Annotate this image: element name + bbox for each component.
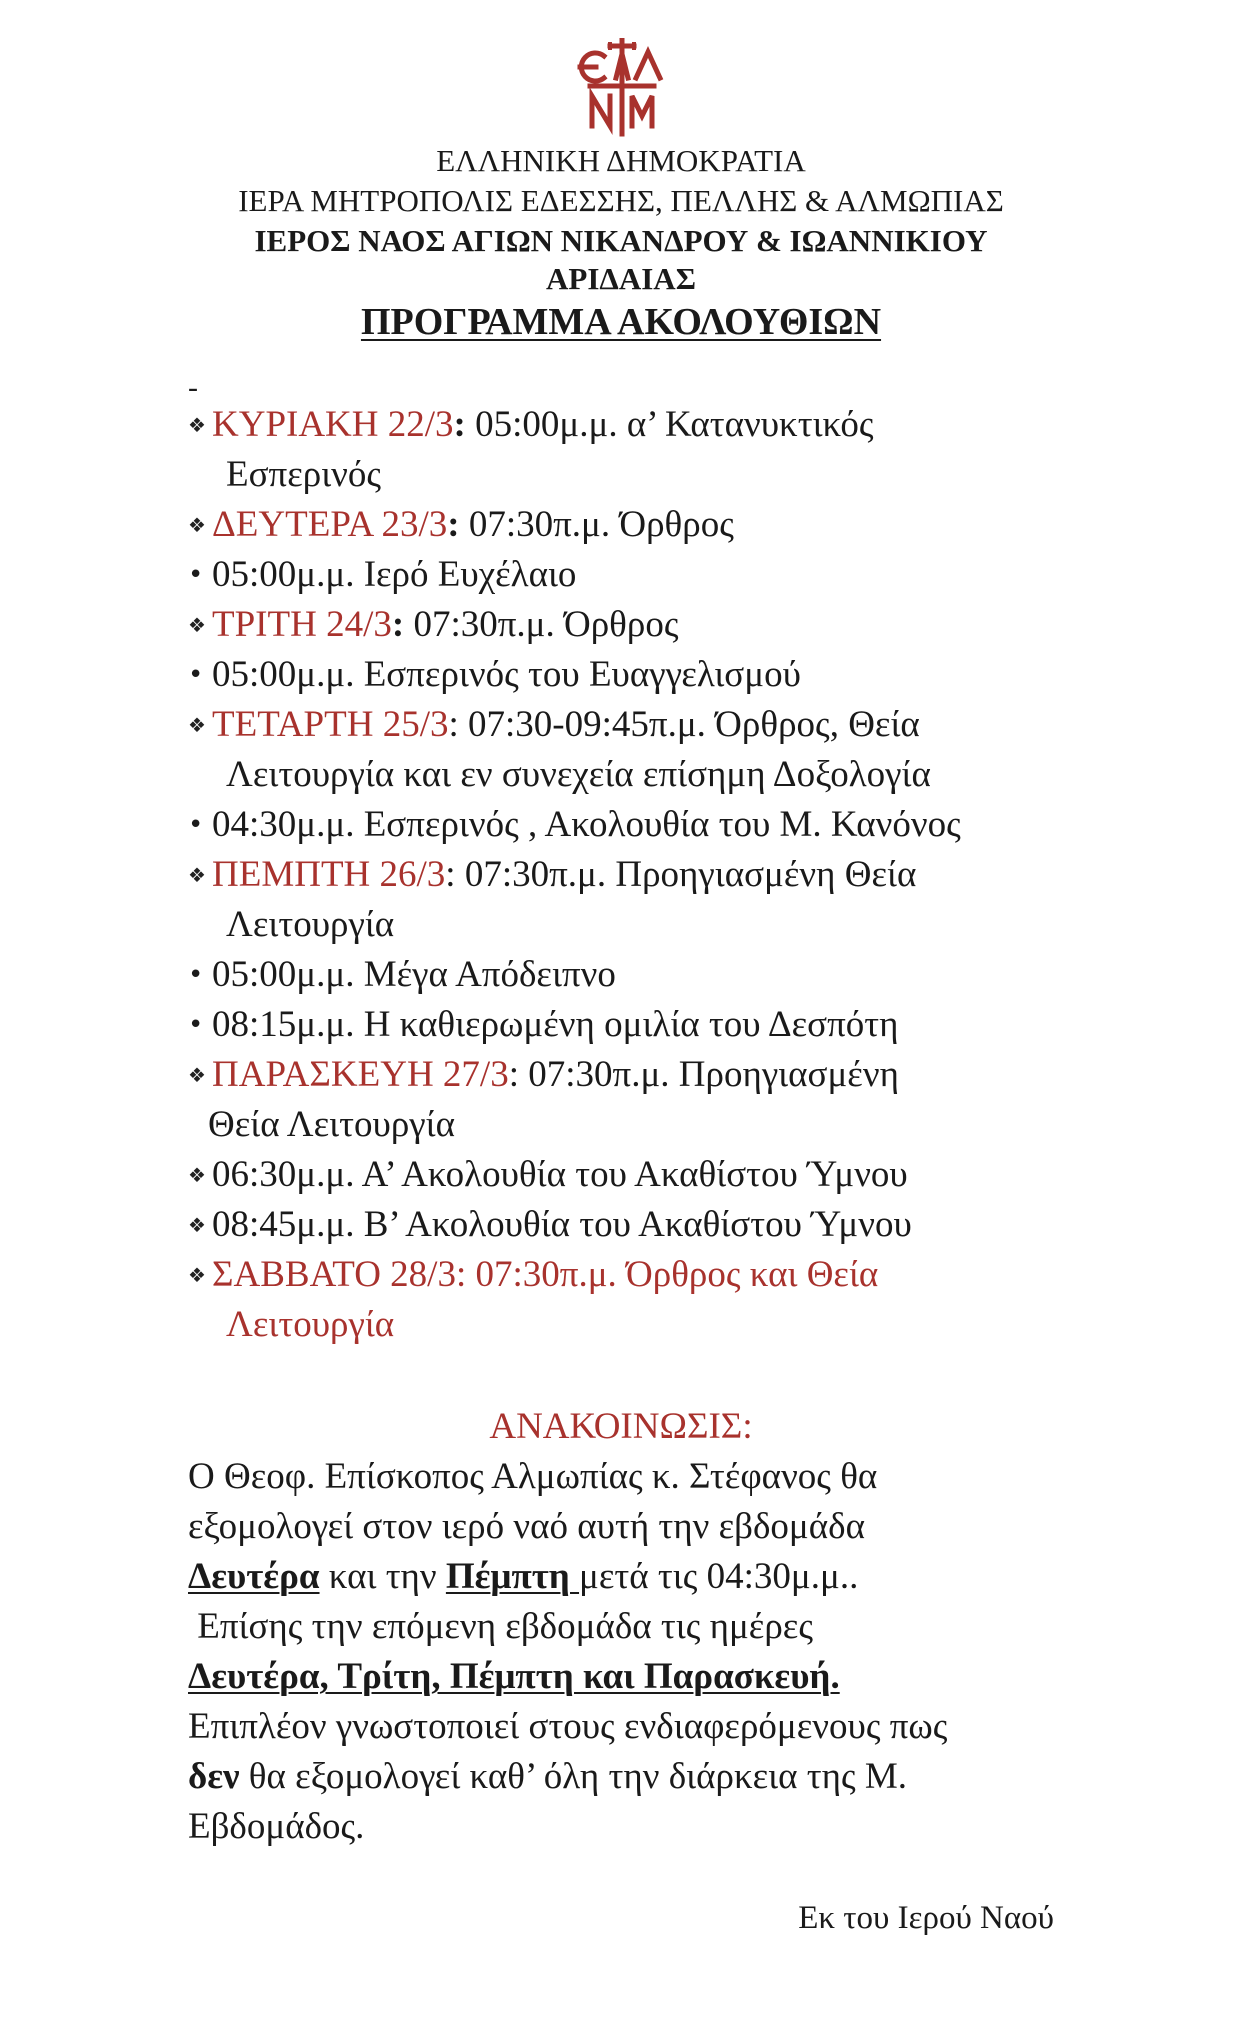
schedule-subitem: [188, 650, 1068, 700]
diamond-bullet-icon: ❖: [188, 513, 206, 537]
emphasis-word: δεν: [188, 1756, 240, 1797]
schedule-item-wednesday: [188, 700, 1068, 750]
announcement-line: [188, 1552, 1068, 1602]
service-text-continued: Θεία Λειτουργία: [208, 1104, 455, 1145]
schedule-subitem: [188, 1150, 1068, 1200]
day-label: ΤΡΙΤΗ 24/3: [212, 604, 392, 645]
service-text: 05:00μ.μ. Μέγα Απόδειπνο: [212, 954, 616, 995]
day-label: ΤΕΤΑΡΤΗ 25/3: [212, 704, 449, 745]
dot-bullet-icon: •: [188, 960, 204, 990]
emphasis-day: Πέμπτη: [445, 1556, 580, 1597]
service-text: 05:00μ.μ. α’ Κατανυκτικός: [465, 404, 874, 445]
day-label: ΚΥΡΙΑΚΗ 22/3: [212, 404, 454, 445]
diamond-bullet-icon: ❖: [188, 863, 206, 887]
service-text: : 07:30π.μ. Προηγιασμένη: [508, 1054, 899, 1095]
header-town: ΑΡΙΔΑΙΑΣ: [546, 261, 696, 296]
announcements-heading: ΑΝΑΚΟΙΝΩΣΙΣ:: [489, 1406, 753, 1447]
emphasis-days-line: Δευτέρα, Τρίτη, Πέμπτη και Παρασκευή.: [188, 1656, 840, 1697]
service-text: : 07:30-09:45π.μ. Όρθρος, Θεία: [448, 704, 920, 745]
signature: Εκ του Ιερού Ναού: [798, 1900, 1054, 1936]
day-label: ΠΕΜΠΤΗ 26/3: [212, 854, 446, 895]
diamond-bullet-icon: ❖: [188, 1163, 206, 1187]
church-monogram-logo: [570, 38, 674, 138]
dot-bullet-icon: •: [188, 1010, 204, 1040]
announcement-line: Επιπλέον γνωστοποιεί στους ενδιαφερόμενους πως: [188, 1706, 948, 1747]
schedule-item-tuesday: [188, 600, 1068, 650]
schedule-subitem: [188, 800, 1068, 850]
dot-bullet-icon: •: [188, 660, 204, 690]
diamond-bullet-icon: ❖: [188, 1263, 206, 1287]
day-label: ΠΑΡΑΣΚΕΥΗ 27/3: [212, 1054, 509, 1095]
dot-bullet-icon: •: [188, 810, 204, 840]
service-text-continued: Λειτουργία: [226, 904, 395, 945]
diamond-bullet-icon: ❖: [188, 1213, 206, 1237]
schedule-item-friday: [188, 1050, 1068, 1100]
day-colon: :: [453, 404, 466, 445]
diamond-bullet-icon: ❖: [188, 1063, 206, 1087]
day-label: ΔΕΥΤΕΡΑ 23/3: [212, 504, 448, 545]
service-text: ΣΑΒΒΑΤΟ 28/3: 07:30π.μ. Όρθρος και Θεία: [212, 1254, 879, 1295]
day-colon: :: [447, 504, 460, 545]
service-text: 06:30μ.μ. Α’ Ακολουθία του Ακαθίστου Ύμνου: [212, 1154, 908, 1195]
schedule-subitem: [188, 1000, 1068, 1050]
dot-bullet-icon: •: [188, 560, 204, 590]
announcement-line: εξομολογεί στον ιερό ναό αυτή την εβδομάδα: [188, 1506, 865, 1547]
schedule-subitem: [188, 1200, 1068, 1250]
schedule-item-sunday: [188, 400, 1068, 450]
announcement-line: Ο Θεοφ. Επίσκοπος Αλμωπίας κ. Στέφανος θα: [188, 1456, 878, 1497]
service-text: 05:00μ.μ. Εσπερινός του Ευαγγελισμού: [212, 654, 801, 695]
service-text-continued: Λειτουργία και εν συνεχεία επίσημη Δοξολογία: [226, 754, 931, 795]
service-text: 08:15μ.μ. Η καθιερωμένη ομιλία του Δεσπότη: [212, 1004, 899, 1045]
schedule-list: [188, 400, 1068, 1350]
diamond-bullet-icon: ❖: [188, 713, 206, 737]
schedule-subitem: [188, 550, 1068, 600]
schedule-item-saturday: [188, 1250, 1068, 1300]
service-text: 04:30μ.μ. Εσπερινός , Ακολουθία του Μ. Κανόνος: [212, 804, 961, 845]
schedule-item-monday: [188, 500, 1068, 550]
dash-mark: -: [188, 371, 198, 404]
header-country: ΕΛΛΗΝΙΚΗ ΔΗΜΟΚΡΑΤΙΑ: [436, 143, 806, 178]
emphasis-day: Δευτέρα: [188, 1556, 320, 1597]
schedule-subitem: [188, 950, 1068, 1000]
announcement-line: Εβδομάδος.: [188, 1806, 365, 1847]
diamond-bullet-icon: ❖: [188, 413, 206, 437]
service-text: 08:45μ.μ. Β’ Ακολουθία του Ακαθίστου Ύμνου: [212, 1204, 912, 1245]
header-church-name: ΙΕΡΟΣ ΝΑΟΣ ΑΓΙΩΝ ΝΙΚΑΝΔΡΟΥ & ΙΩΑΝΝΙΚΙΟΥ: [254, 223, 988, 258]
service-text-continued: Εσπερινός: [226, 454, 382, 495]
page-title: ΠΡΟΓΡΑΜΜΑ ΑΚΟΛΟΥΘΙΩΝ: [360, 301, 882, 343]
announcement-line: [188, 1752, 1068, 1802]
announcements-body: [188, 1452, 1068, 1852]
service-text: 05:00μ.μ. Ιερό Ευχέλαιο: [212, 554, 577, 595]
service-text-continued: Λειτουργία: [226, 1304, 395, 1345]
announcement-text: και την: [319, 1556, 446, 1597]
announcement-text: θα εξομολογεί καθ’ όλη την διάρκεια της Μ.: [239, 1756, 907, 1797]
announcement-text: μετά τις 04:30μ.μ..: [579, 1556, 859, 1597]
diamond-bullet-icon: ❖: [188, 613, 206, 637]
service-text: 07:30π.μ. Όρθρος: [459, 504, 734, 545]
day-colon: :: [391, 604, 405, 645]
service-text: 07:30π.μ. Όρθρος: [404, 604, 679, 645]
header-metropolis: ΙΕΡΑ ΜΗΤΡΟΠΟΛΙΣ ΕΔΕΣΣΗΣ, ΠΕΛΛΗΣ & ΑΛΜΩΠΙΑΣ: [238, 183, 1004, 218]
schedule-item-thursday: [188, 850, 1068, 900]
service-text: : 07:30π.μ. Προηγιασμένη Θεία: [445, 854, 917, 895]
announcement-line: Επίσης την επόμενη εβδομάδα τις ημέρες: [188, 1606, 813, 1647]
